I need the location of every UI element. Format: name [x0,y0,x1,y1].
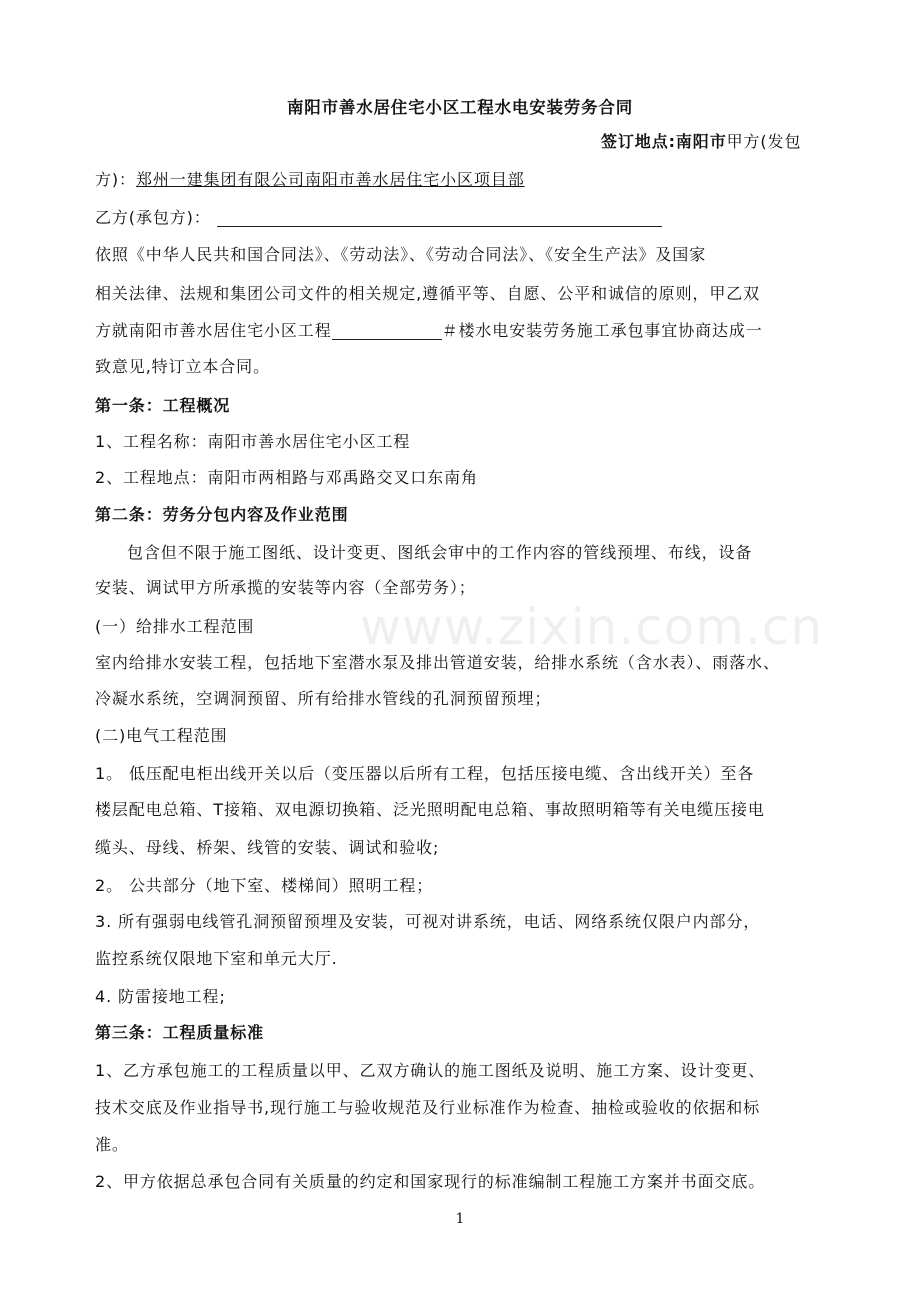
article-3-line-4: 2、甲方依据总承包合同有关质量的约定和国家现行的标准编制工程施工方案并书面交底。 [95,1172,766,1191]
article-1-item-1: 1、工程名称：南阳市善水居住宅小区工程 [95,432,411,451]
sign-place-value: 南阳市 [675,132,727,151]
party-b-line [95,208,830,228]
article-3-line-1: 1、乙方承包施工的工程质量以甲、乙双方确认的施工图纸及说明、施工方案、设计变更、 [95,1061,766,1080]
party-a-prefix-2: 方)： [95,170,136,189]
article-2-sub2-line-3: 缆头、母线、桥架、线管的安装、调试和验收; [95,838,440,857]
sign-place-line [601,132,801,152]
article-2-title: 第二条：劳务分包内容及作业范围 [95,505,349,524]
article-1-title: 第一条：工程概况 [95,396,231,415]
article-2-intro-2: 安装、调试甲方所承揽的安装等内容（全部劳务）； [95,578,476,597]
article-1-item-2: 2、工程地点：南阳市两相路与邓禹路交叉口东南角 [95,468,478,487]
page-number: 1 [455,1211,465,1227]
article-3-line-2: 技术交底及作业指导书,现行施工与验收规范及行业标准作为检查、抽检或验收的依据和标 [95,1098,761,1117]
preamble-text-3a: 方就南阳市善水居住宅小区工程 [95,321,332,340]
article-3-line-3: 准。 [95,1135,129,1154]
article-2-sub2-line-5: 3. 所有强弱电线管孔洞预留预埋及安装，可视对讲系统，电话、网络系统仅限户内部分， [95,912,761,931]
party-b-label: 乙方(承包方)： [95,208,211,227]
party-a-prefix-1: 甲方(发包 [726,132,802,151]
article-2-sub2-line-6: 监控系统仅限地下室和单元大厅. [95,949,338,968]
article-2-sub1-text-2: 冷凝水系统，空调洞预留、所有给排水管线的孔洞预留预埋； [95,689,552,708]
document-title: 南阳市善水居住宅小区工程水电安装劳务合同 [287,98,633,117]
watermark: www.zixin.com.cn [360,598,824,656]
party-b-blank [217,209,662,227]
article-2-sub1-title: (一）给排水工程范围 [95,617,255,636]
article-2-sub2-line-4: 2。 公共部分（地下室、楼梯间）照明工程； [95,876,434,895]
preamble-line-2: 相关法律、法规和集团公司文件的相关规定,遵循平等、自愿、公平和诚信的原则，甲乙双 [95,284,761,303]
party-a-line [95,170,830,190]
preamble-line-3 [95,321,830,341]
article-2-sub2-line-7: 4. 防雷接地工程; [95,987,226,1006]
preamble-line-4: 致意见,特订立本合同。 [95,357,270,376]
party-a-name: 郑州一建集团有限公司南阳市善水居住宅小区项目部 [135,170,525,189]
article-2-sub1-text-1: 室内给排水安装工程，包括地下室潜水泵及排出管道安装，给排水系统（含水表）、雨落水、 [95,653,780,672]
preamble-line-1: 依照《中华人民共和国合同法》、《劳动法》、《劳动合同法》、《安全生产法》及国家 [95,245,707,264]
article-2-sub2-line-1: 1。 低压配电柜出线开关以后（变压器以后所有工程，包括压接电缆、含出线开关）至各 [95,764,755,783]
sign-place-label: 签订地点: [601,132,676,151]
article-3-title: 第三条：工程质量标准 [95,1023,265,1042]
building-number-blank [332,322,442,340]
article-2-intro-1: 包含但不限于施工图纸、设计变更、图纸会审中的工作内容的管线预埋、布线，设备 [127,543,753,562]
article-2-sub2-title: (二)电气工程范围 [95,726,228,745]
article-2-sub2-line-2: 楼层配电总箱、T接箱、双电源切换箱、泛光照明配电总箱、事故照明箱等有关电缆压接电 [95,800,765,819]
preamble-text-3b: ＃楼水电安装劳务施工承包事宜协商达成一 [441,321,763,340]
